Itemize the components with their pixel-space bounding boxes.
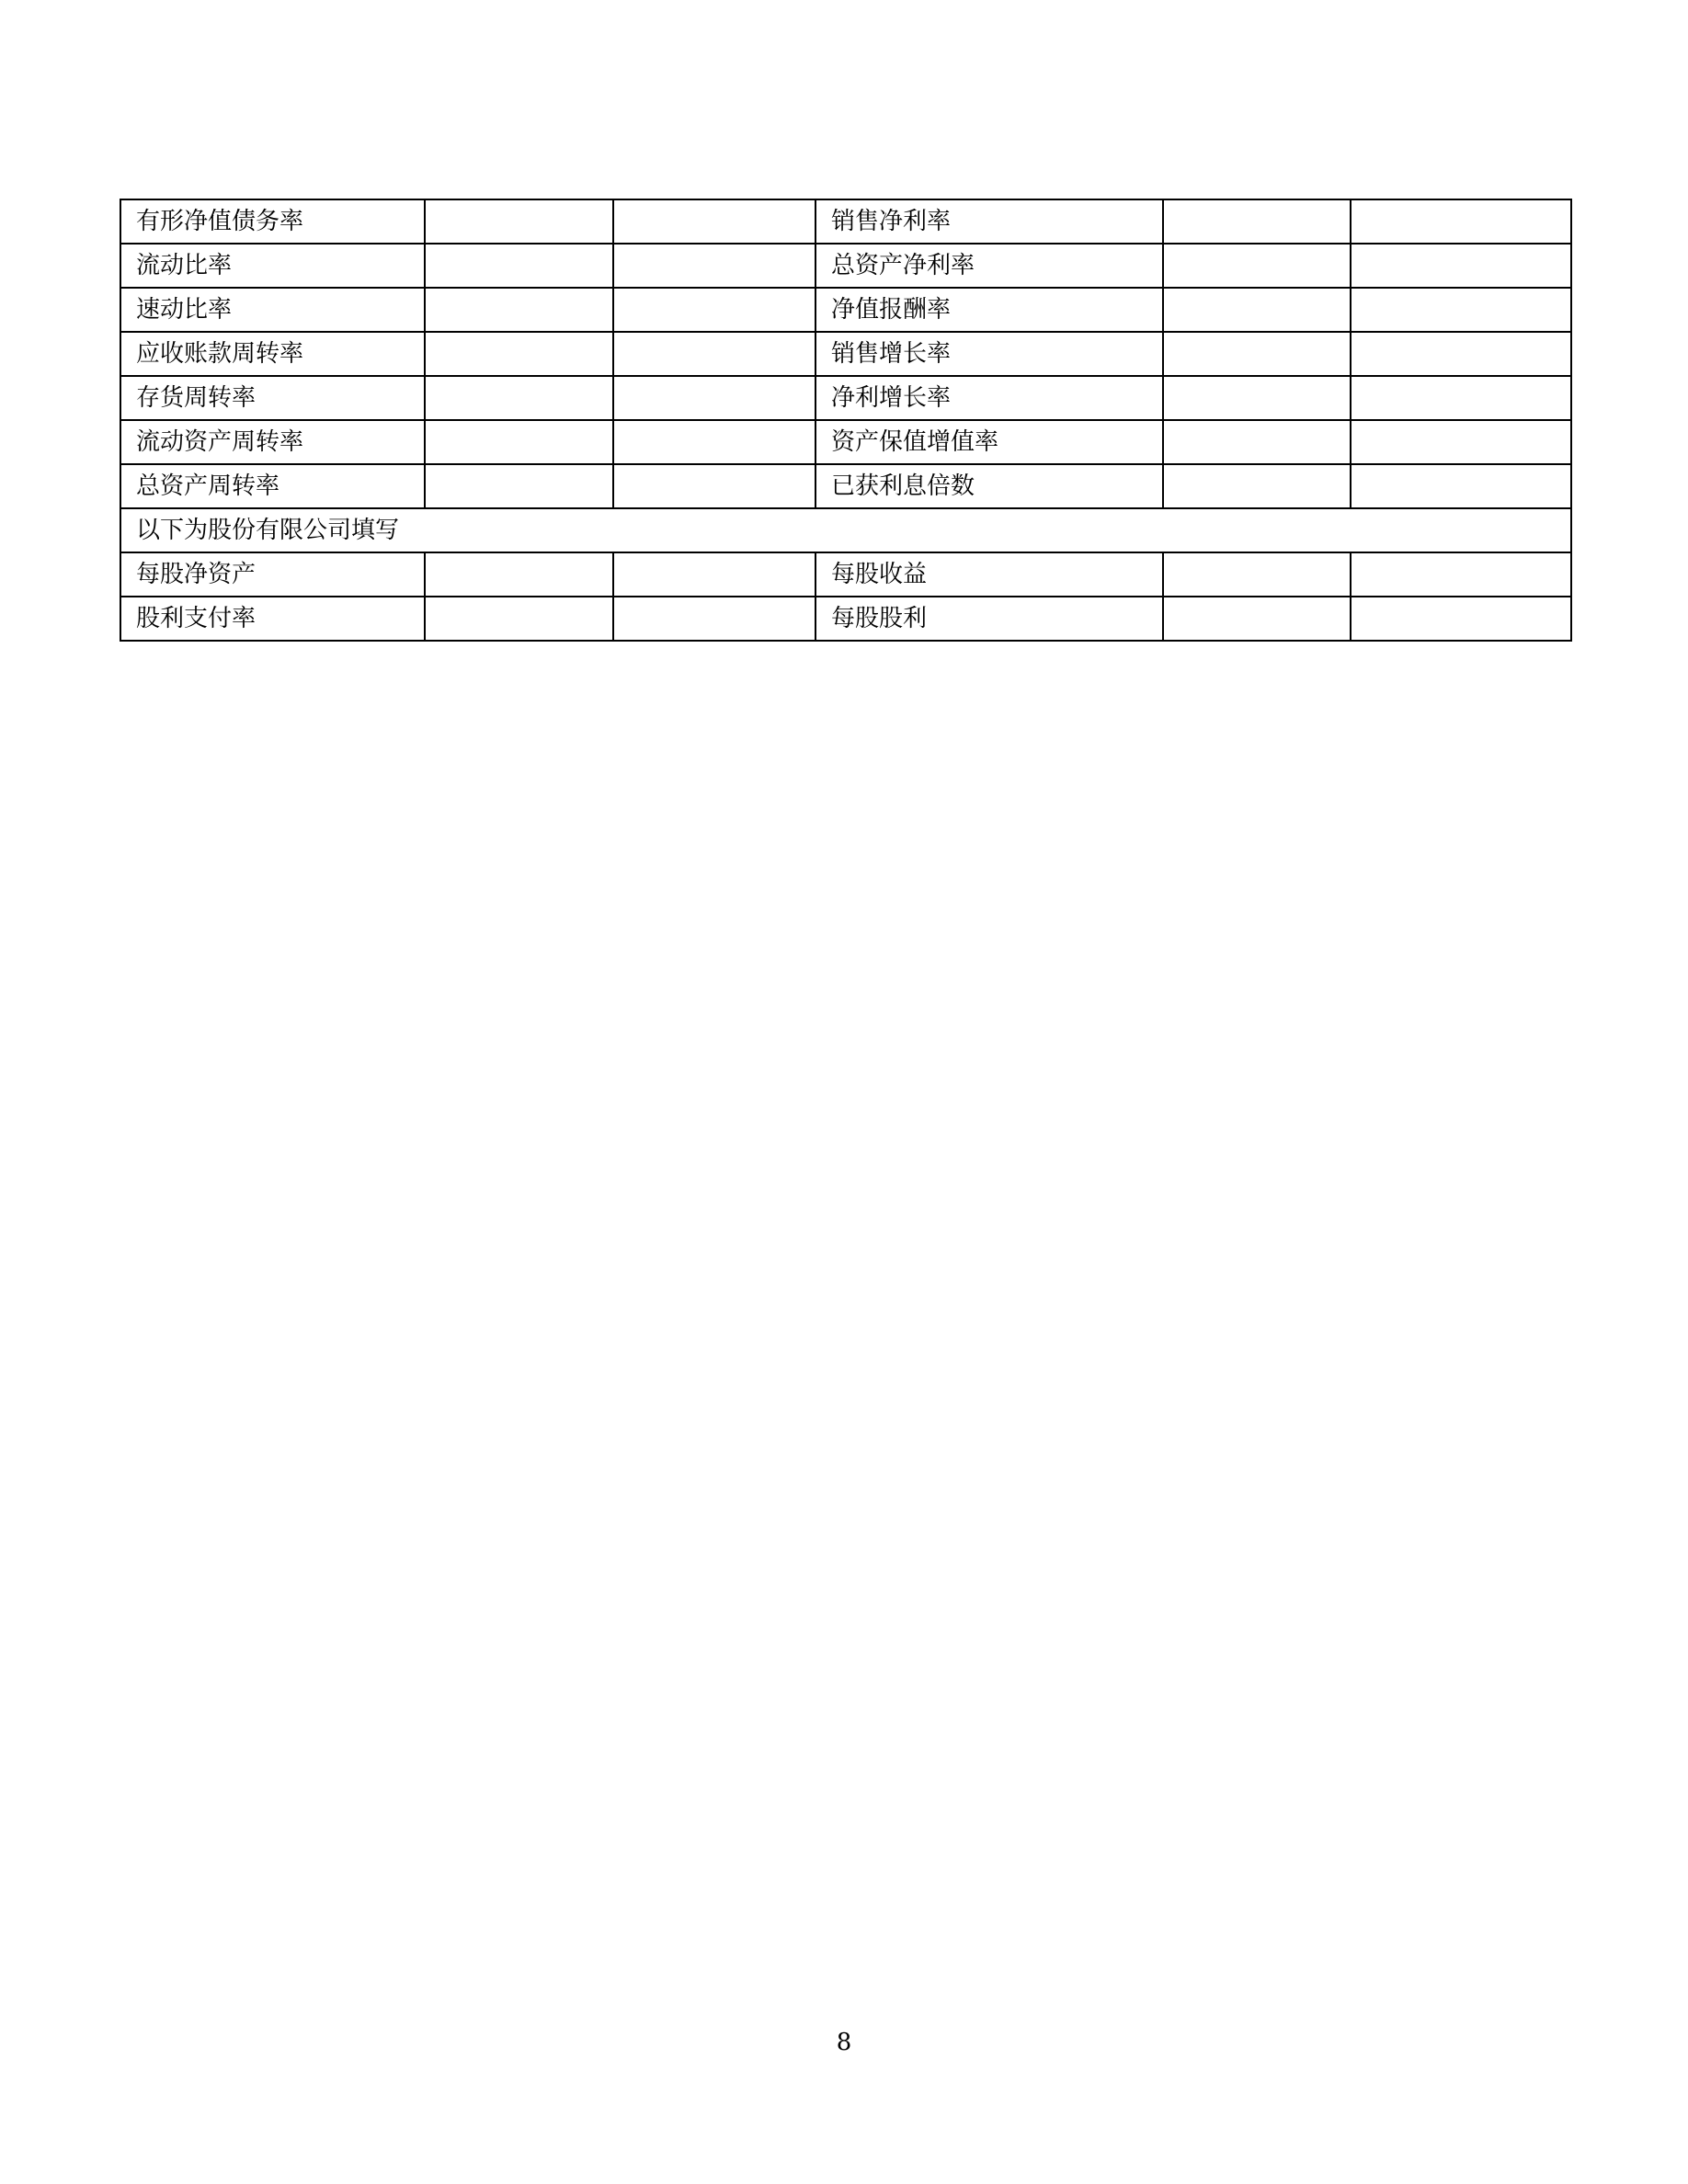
value-cell[interactable] — [1163, 420, 1351, 464]
value-cell[interactable] — [1351, 288, 1571, 332]
page-number: 8 — [836, 2029, 852, 2056]
ratio-label: 存货周转率 — [120, 376, 425, 420]
section-note: 以下为股份有限公司填写 — [120, 508, 1571, 552]
table-row — [120, 464, 1571, 508]
value-cell[interactable] — [425, 552, 613, 597]
value-cell[interactable] — [1163, 288, 1351, 332]
value-cell[interactable] — [613, 376, 815, 420]
ratio-label: 已获利息倍数 — [815, 464, 1163, 508]
value-cell[interactable] — [1351, 597, 1571, 641]
value-cell[interactable] — [613, 199, 815, 244]
ratio-label: 流动资产周转率 — [120, 420, 425, 464]
value-cell[interactable] — [425, 376, 613, 420]
value-cell[interactable] — [1163, 597, 1351, 641]
table-row — [120, 552, 1571, 597]
value-cell[interactable] — [613, 244, 815, 288]
value-cell[interactable] — [1351, 552, 1571, 597]
ratio-label: 流动比率 — [120, 244, 425, 288]
value-cell[interactable] — [1351, 244, 1571, 288]
value-cell[interactable] — [425, 332, 613, 376]
value-cell[interactable] — [1351, 464, 1571, 508]
value-cell[interactable] — [425, 244, 613, 288]
value-cell[interactable] — [613, 420, 815, 464]
value-cell[interactable] — [1163, 332, 1351, 376]
value-cell[interactable] — [425, 464, 613, 508]
value-cell[interactable] — [425, 288, 613, 332]
ratio-label: 每股净资产 — [120, 552, 425, 597]
table-row — [120, 199, 1571, 244]
table-row — [120, 420, 1571, 464]
value-cell[interactable] — [1163, 376, 1351, 420]
ratio-label: 总资产周转率 — [120, 464, 425, 508]
financial-ratio-table — [120, 199, 1572, 642]
table-row — [120, 332, 1571, 376]
ratio-label: 速动比率 — [120, 288, 425, 332]
value-cell[interactable] — [1163, 244, 1351, 288]
value-cell[interactable] — [1163, 552, 1351, 597]
value-cell[interactable] — [1351, 376, 1571, 420]
value-cell[interactable] — [1351, 332, 1571, 376]
table-row — [120, 288, 1571, 332]
section-note-row — [120, 508, 1571, 552]
ratio-label: 销售增长率 — [815, 332, 1163, 376]
value-cell[interactable] — [613, 288, 815, 332]
value-cell[interactable] — [425, 420, 613, 464]
value-cell[interactable] — [425, 597, 613, 641]
value-cell[interactable] — [613, 552, 815, 597]
ratio-label: 有形净值债务率 — [120, 199, 425, 244]
ratio-label: 每股收益 — [815, 552, 1163, 597]
value-cell[interactable] — [613, 464, 815, 508]
value-cell[interactable] — [1163, 464, 1351, 508]
value-cell[interactable] — [613, 597, 815, 641]
value-cell[interactable] — [1351, 420, 1571, 464]
value-cell[interactable] — [613, 332, 815, 376]
ratio-label: 应收账款周转率 — [120, 332, 425, 376]
ratio-label: 净利增长率 — [815, 376, 1163, 420]
table-row — [120, 244, 1571, 288]
ratio-label: 股利支付率 — [120, 597, 425, 641]
ratio-label: 销售净利率 — [815, 199, 1163, 244]
value-cell[interactable] — [1351, 199, 1571, 244]
value-cell[interactable] — [425, 199, 613, 244]
table-row — [120, 597, 1571, 641]
ratio-label: 每股股利 — [815, 597, 1163, 641]
value-cell[interactable] — [1163, 199, 1351, 244]
ratio-label: 净值报酬率 — [815, 288, 1163, 332]
table-row — [120, 376, 1571, 420]
ratio-label: 总资产净利率 — [815, 244, 1163, 288]
ratio-label: 资产保值增值率 — [815, 420, 1163, 464]
